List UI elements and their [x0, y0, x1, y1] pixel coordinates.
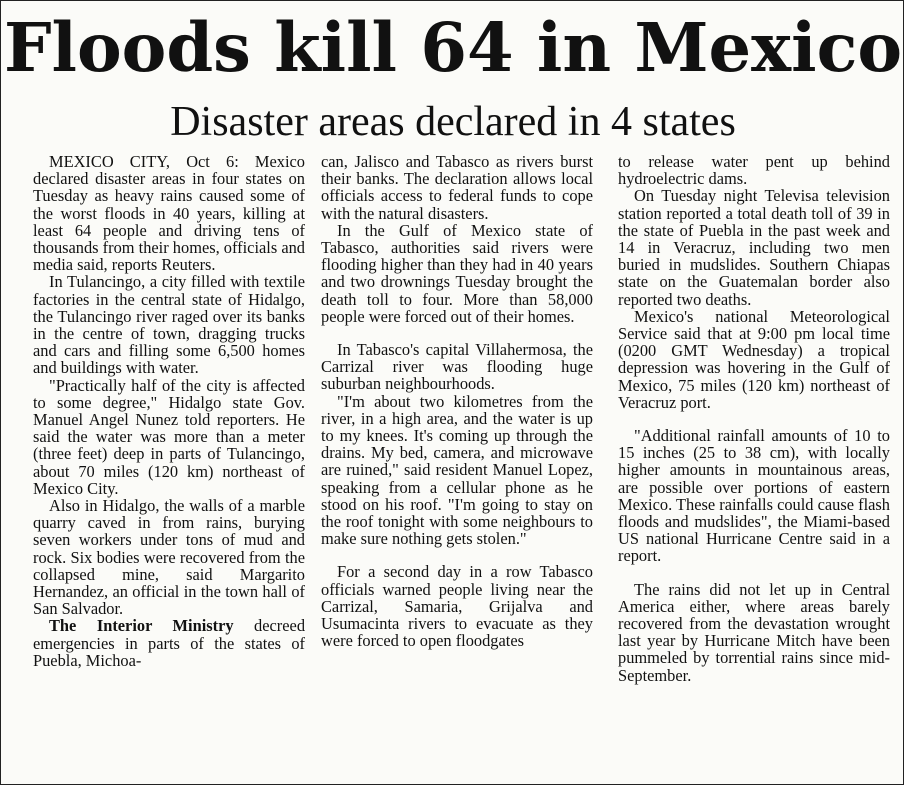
paragraph: Also in Hidalgo, the walls of a marble quarry caved in from rains, burying seven workers under tons of mud and rock. Six bodies were recovered from the collapsed mine, said Margarito Hernandez, an official in the town hall of San Salvador.: [33, 496, 305, 619]
paragraph: In the Gulf of Mexico state of Tabasco, authorities said rivers were flooding higher than they had in 40 years and two drownings Tuesday brought the death toll to four. More than 58,000 people were forced out of their homes.: [321, 220, 593, 326]
paragraph: "I'm about two kilometres from the river, in a high area, and the water is up to my knees. It's coming up through the drains. My bed, camera, and microwave are ruined," said resident Manuel Lopez, speaking from a cellular phone as he stood on his roof. "I'm going to stay on the roof tonight with some neighbours to make sure nothing gets stolen.": [321, 391, 593, 549]
paragraph: On Tuesday night Televisa television station reported a total death toll of 39 in the state of Puebla in the past week and 14 in Veracruz, including two men buried in mudslides. Southern Chiapas state on the Guatemalan border also reported two deaths.: [618, 186, 890, 309]
paragraph: "Additional rainfall amounts of 10 to 15 inches (25 to 38 cm), with locally higher amounts in mountainous areas, are possible over portions of eastern Mexico. These rainfalls could cause flash floods and mudslides", the Miami-based US national Hurricane Centre said in a report.: [618, 426, 890, 566]
article-column-3: [618, 153, 890, 684]
paragraph: Mexico's national Meteorological Service said that at 9:00 pm local time (0200 GMT Wednesday) a tropical depression was hovering in the Gulf of Mexico, 75 miles (120 km) northeast of Veracruz port.: [618, 306, 890, 412]
paragraph: "Practically half of the city is affected to some degree," Hidalgo state Gov. Manuel Angel Nunez told reporters. He said the water was more than a meter (three feet) deep in parts of Tulancingo, about 70 miles (120 km) northeast of Mexico City.: [33, 375, 305, 498]
paragraph-lead-in: The Interior Ministry: [49, 616, 234, 636]
article-column-1: [33, 153, 305, 669]
paragraph: MEXICO CITY, Oct 6: Mexico declared disaster areas in four states on Tuesday as heavy rains caused some of the worst floods in 40 years, killing at least 64 people and driving tens of thousands from their homes, officials and media said, reports Reuters.: [33, 152, 305, 275]
paragraph: can, Jalisco and Tabasco as rivers burst their banks. The declaration allows local officials access to federal funds to cope with the natural disasters.: [321, 152, 593, 223]
paragraph: The Interior Ministry decreed emergencies in parts of the states of Puebla, Michoa-: [33, 616, 306, 670]
paragraph: In Tulancingo, a city filled with textile factories in the central state of Hidalgo, the Tulancingo river raged over its banks in the centre of town, dragging trucks and cars and filling some 6,500 homes and buildings with water.: [33, 272, 305, 378]
paragraph: For a second day in a row Tabasco officials warned people living near the Carrizal, Samaria, Grijalva and Usumacinta rivers to evacuate as they were forced to open floodgates: [321, 562, 593, 651]
paragraph: The rains did not let up in Central America either, where areas barely recovered from the devastation wrought last year by Hurricane Mitch have been pummeled by torrential rains since mid-September.: [618, 579, 890, 685]
subheadline: Disaster areas declared in 4 states: [170, 99, 736, 145]
headline: Floods kill 64 in Mexico: [3, 8, 903, 87]
paragraph: In Tabasco's capital Villahermosa, the Carrizal river was flooding huge suburban neighbourhoods.: [321, 340, 593, 394]
article-column-2: [321, 153, 593, 649]
paragraph: to release water pent up behind hydroelectric dams.: [618, 152, 890, 189]
